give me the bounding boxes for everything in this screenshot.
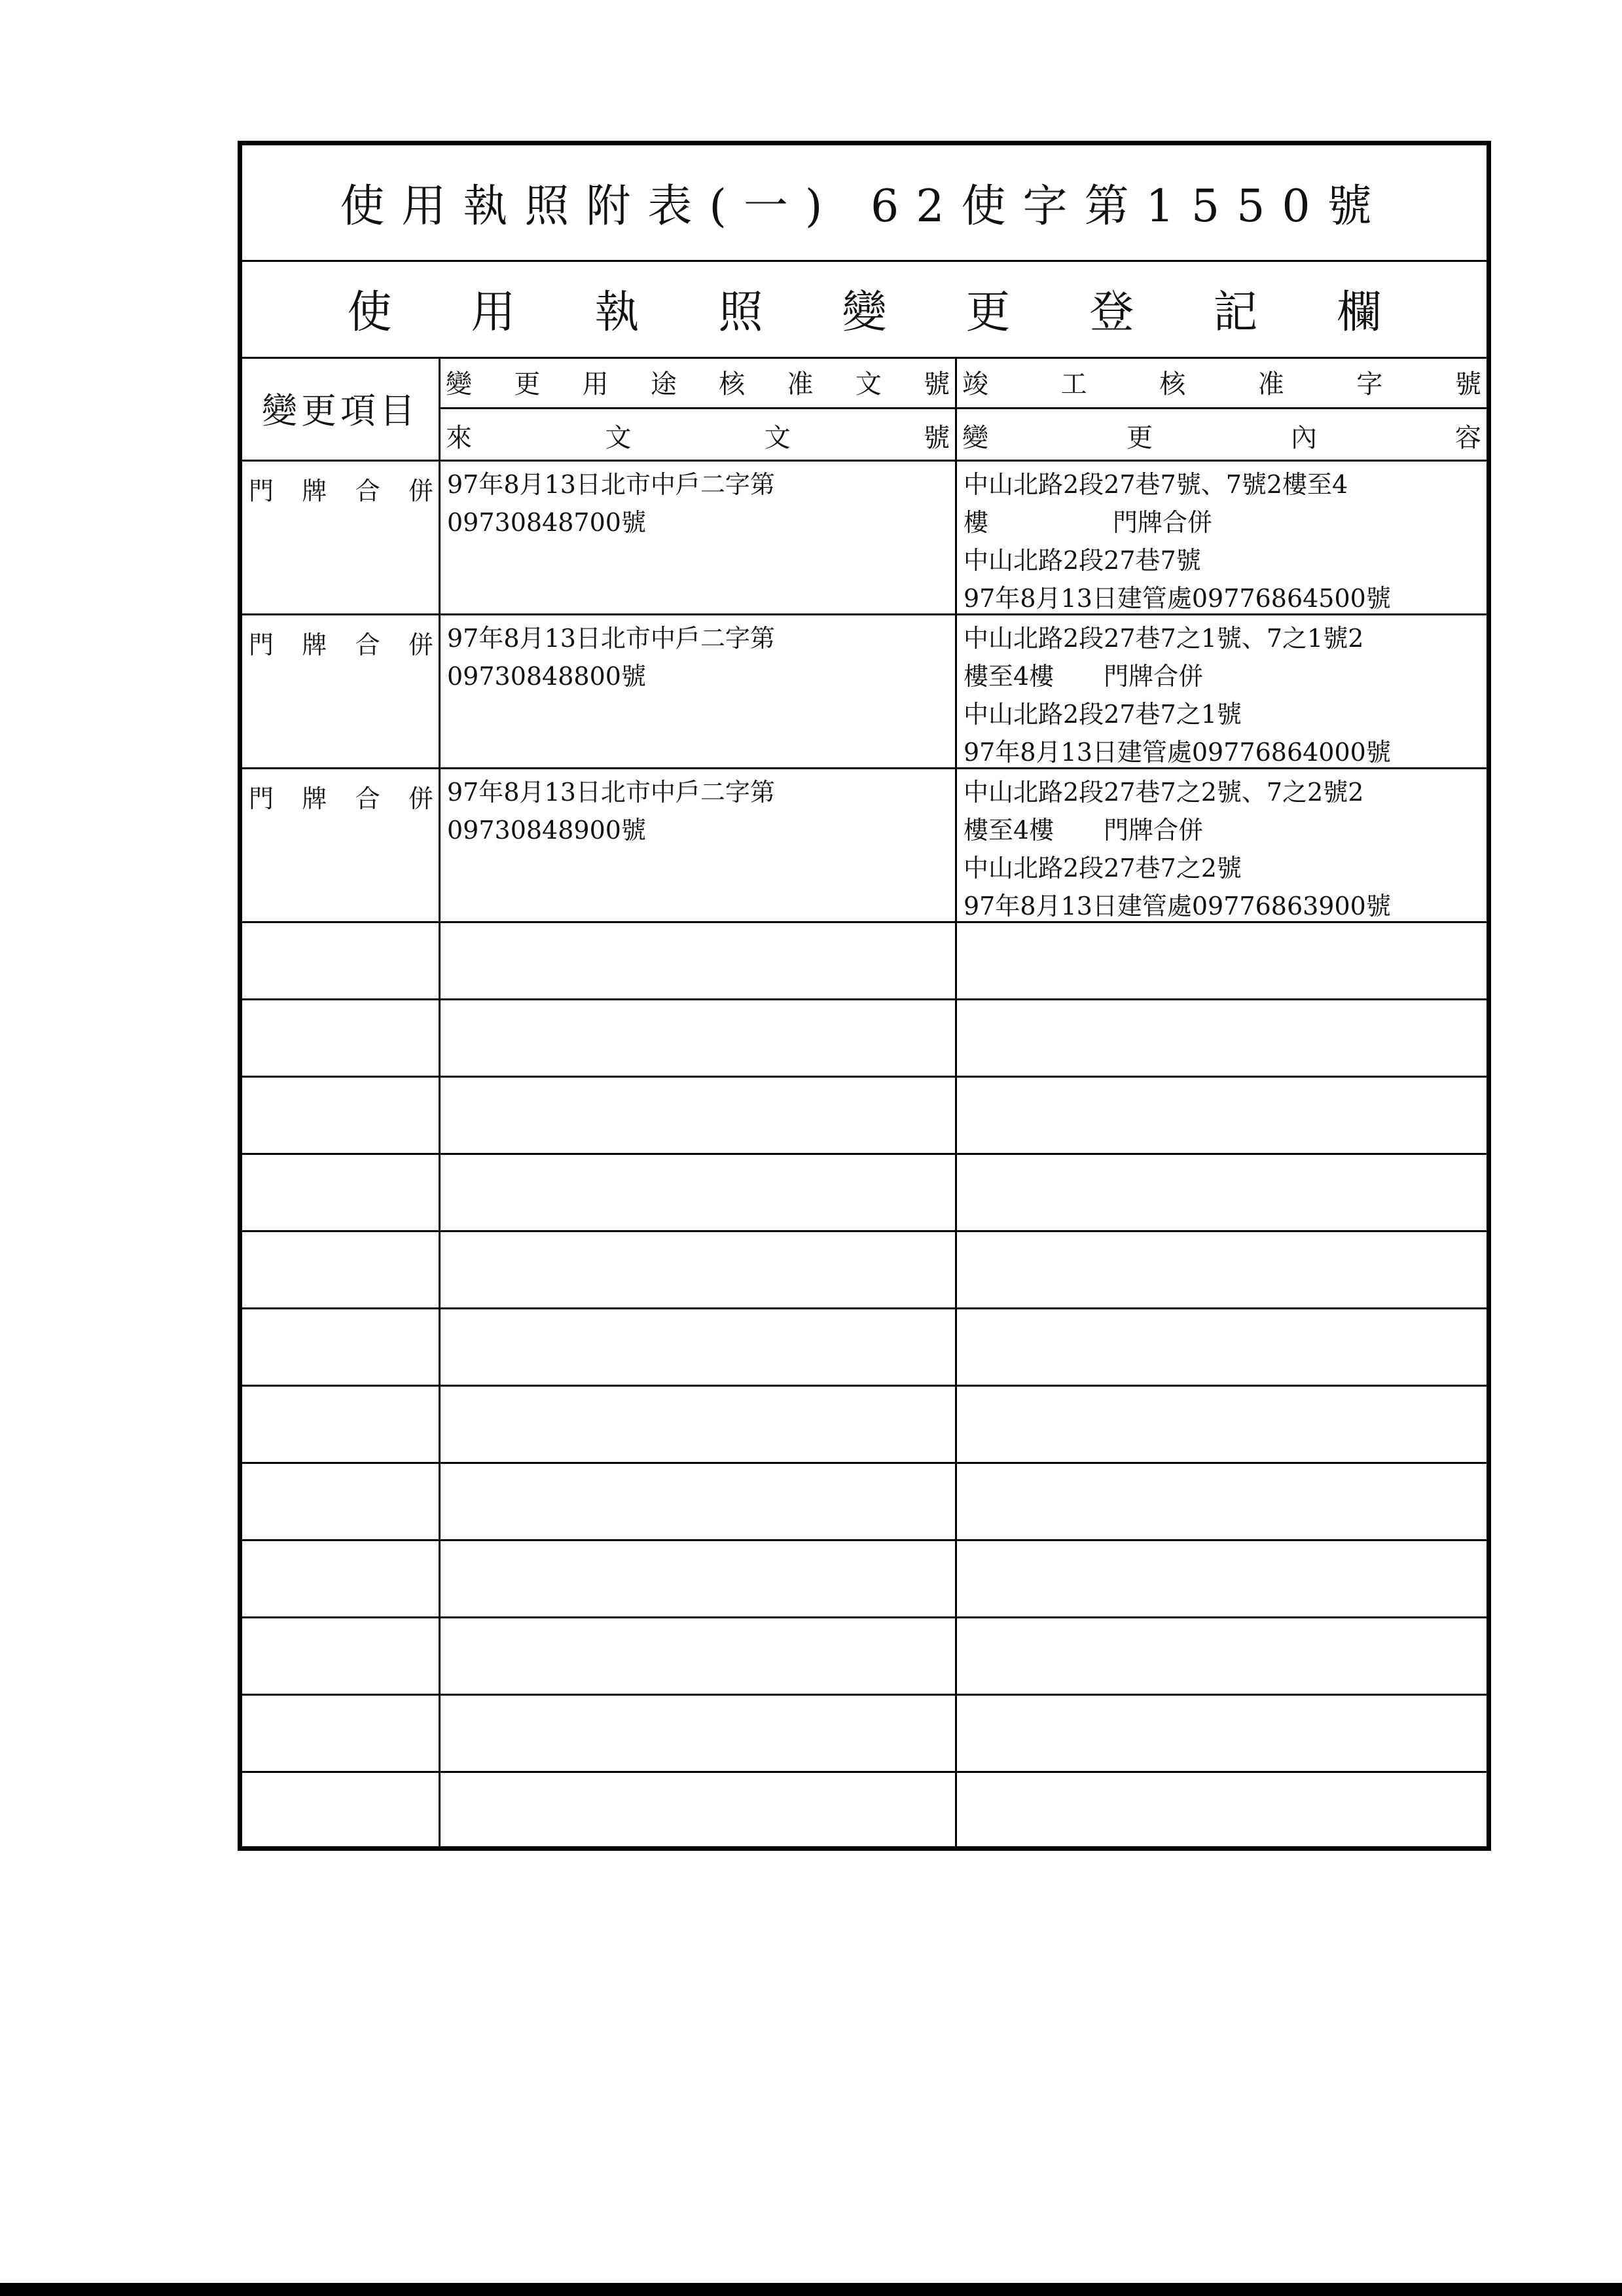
item-char: 併 [408,784,433,813]
header-char: 來 [446,422,472,453]
header-char: 號 [923,369,950,399]
item-char: 合 [355,630,380,659]
item-char: 合 [355,784,380,813]
header-char: 登 [1089,286,1134,338]
row-change-item [242,615,439,661]
scan-edge [0,2283,1622,2296]
empty-row-divider [242,1385,1487,1387]
header-char: 照 [718,286,763,338]
header-char: 字 [1356,369,1383,399]
doc-line: 09730848800號 [447,662,646,691]
content-line: 中山北路2段27巷7之1號 [964,700,1242,729]
item-char: 併 [408,630,433,659]
empty-row-divider [242,998,1487,1000]
item-char: 併 [408,477,433,505]
header-char: 文 [605,422,632,453]
header-char: 文 [855,369,882,399]
license-table [238,141,1491,1851]
content-line: 中山北路2段27巷7號 [964,546,1201,575]
row-change-item [242,462,439,507]
header-char: 變 [446,369,472,399]
header-approval-number [441,357,955,409]
header-char: 准 [1257,369,1284,399]
doc-line: 09730848700號 [447,508,646,537]
header-char: 准 [787,369,814,399]
header-char: 欄 [1337,286,1382,338]
content-line: 樓 門牌合併 [964,508,1213,537]
empty-row-divider [242,1616,1487,1618]
empty-row-divider [242,1539,1487,1541]
item-char: 合 [355,477,380,505]
header-char: 更 [965,286,1011,338]
header-char: 核 [1159,369,1186,399]
item-char: 牌 [302,784,327,813]
content-line: 樓至4樓 門牌合併 [964,662,1204,691]
item-char: 牌 [302,477,327,505]
header-char: 內 [1291,422,1317,453]
row-doc-number [441,615,955,695]
header-completion-number [957,357,1487,409]
content-line: 中山北路2段27巷7之2號 [964,854,1242,883]
header-char: 用 [582,369,609,399]
content-line: 97年8月13日建管處09776863900號 [964,892,1391,920]
header-char: 用 [471,286,516,338]
content-line: 樓至4樓 門牌合併 [964,816,1204,845]
row-change-content [957,615,1487,771]
item-char: 門 [249,477,274,505]
row-change-content [957,462,1487,617]
item-char: 門 [249,630,274,659]
content-line: 中山北路2段27巷7號、7號2樓至4 [964,470,1348,499]
header-char: 容 [1455,422,1481,453]
doc-line: 97年8月13日北市中戶二字第 [447,624,775,653]
content-line: 中山北路2段27巷7之2號、7之2號2 [964,778,1364,807]
header-char: 記 [1213,286,1258,338]
doc-line: 09730848900號 [447,816,646,845]
header-char: 更 [514,369,541,399]
header-incoming-doc-number [441,409,955,462]
row-change-content [957,769,1487,925]
row-divider [242,921,1487,923]
header-char: 竣 [962,369,988,399]
doc-line: 97年8月13日北市中戶二字第 [447,778,775,807]
content-line: 中山北路2段27巷7之1號、7之1號2 [964,624,1364,653]
empty-row-divider [242,1462,1487,1464]
empty-row-divider [242,1076,1487,1078]
header-char: 更 [1126,422,1153,453]
content-line: 97年8月13日建管處09776864500號 [964,584,1391,613]
empty-row-divider [242,1771,1487,1773]
header-char: 號 [923,422,950,453]
header-char: 執 [594,286,640,338]
header-change-item: 變更項目 [242,357,439,462]
empty-row-divider [242,1307,1487,1309]
doc-line: 97年8月13日北市中戶二字第 [447,470,775,499]
header-change-content [957,409,1487,462]
item-char: 牌 [302,630,327,659]
empty-row-divider [242,1694,1487,1696]
row-doc-number [441,462,955,541]
empty-row-divider [242,1230,1487,1232]
header-char: 號 [1454,369,1481,399]
empty-row-divider [242,1153,1487,1155]
column-divider-1 [439,357,441,1846]
header-char: 變 [962,422,988,453]
section-title [242,260,1487,359]
header-char: 文 [764,422,791,453]
row-change-item [242,769,439,814]
header-char: 使 [347,286,392,338]
header-char: 工 [1060,369,1087,399]
row-doc-number [441,769,955,849]
document-title: 使用執照附表(一) 62使字第1550號 [242,145,1487,262]
header-char: 變 [842,286,887,338]
header-char: 核 [719,369,746,399]
item-char: 門 [249,784,274,813]
header-char: 途 [650,369,677,399]
content-line: 97年8月13日建管處09776864000號 [964,738,1391,767]
